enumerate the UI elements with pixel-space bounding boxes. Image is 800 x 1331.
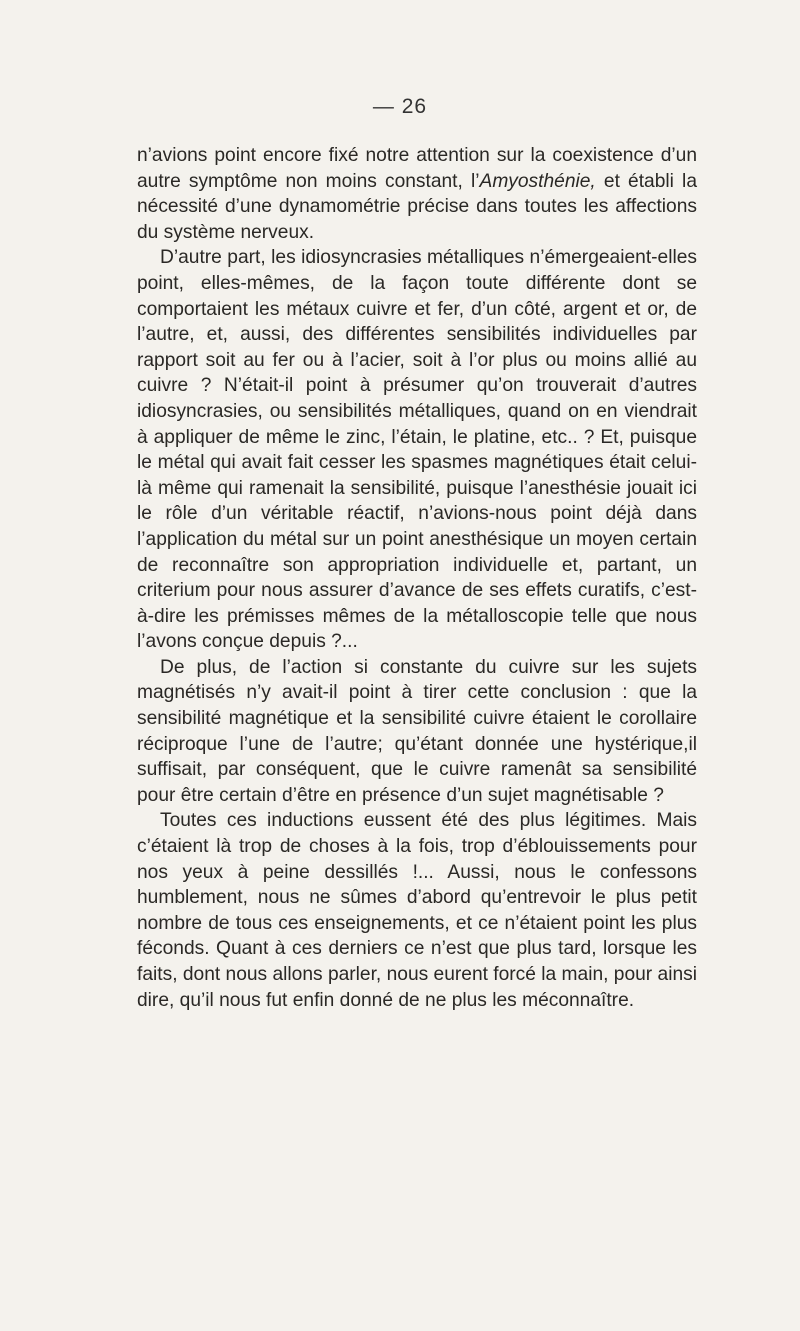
paragraph-3-text: De plus, de l’action si constante du cuivre sur les sujets magnétisés n’y avait-il point à tirer cette conclusion : que la sensibilité magnétique et la sensibilité cuivre étaient le corollaire réciproque l’une de l’autre; qu’étant donnée une hystérique,il suffisait, par conséquent, que le cuivre ramenât sa sensibilité pour être certain d’être en présence d’un sujet magnétisable ? (137, 656, 697, 806)
paragraph-4-text: Toutes ces inductions eussent été des plus légitimes. Mais c’étaient là trop de choses à la fois, trop d’éblouissements pour nos yeux à peine dessillés !... Aussi, nous le confessons humblement, nous ne sûmes d’abord qu’entrevoir le plus petit nombre de tous ces enseignements, et ce n’étaient point les plus féconds. Quant à ces derniers ce n’est que plus tard, lorsque les faits, dont nous allons parler, nous eurent forcé la main, pour ainsi dire, qu’il nous fut enfin donné de ne plus les méconnaître. (137, 810, 697, 1011)
paragraph-1-text: n’avions point encore fixé notre attention sur la coexistence d’un autre symptôme non moins constant, l’ (137, 145, 697, 192)
paragraph-3 (137, 655, 697, 809)
page-number: — 26 (372, 95, 428, 118)
paragraph-1 (137, 143, 697, 245)
paragraph-2 (137, 245, 697, 655)
body-text (137, 143, 697, 1013)
paragraph-4 (137, 808, 697, 1013)
amyosthenie-term: Amyosthénie, (479, 170, 596, 192)
paragraph-1-text-end: et établi la nécessité d’une dynamométrie précise dans toutes les affections du système nerveux. (137, 170, 697, 243)
paragraph-2-text: D’autre part, les idiosyncrasies métalliques n’émergeaient-elles point, elles-mêmes, de la façon toute différente dont se comportaient les métaux cuivre et fer, d’un côté, argent et or, de l’autre, et, aussi, des différentes sensibilités individuelles par rapport soit au fer ou à l’acier, soit à l’or plus ou moins allié au cuivre ? N’était-il point à présumer qu’on trouverait d’autres idiosyncrasies, ou sensibilités métalliques, quand on en viendrait à appliquer de même le zinc, l’étain, le platine, etc.. ? Et, puisque le métal qui avait fait cesser les spasmes magnétiques était celui-là même qui ramenait la sensibilité, puisque l’anesthésie jouait ici le rôle d’un véritable réactif, n’avions-nous point déjà dans l’application du métal sur un point anesthésique un moyen certain de reconnaître son appropriation individuelle et, partant, un criterium pour nous assurer d’avance de ses effets curatifs, c’est-à-dire les prémisses mêmes de la métalloscopie telle que nous l’avons conçue depuis ?... (137, 247, 697, 653)
